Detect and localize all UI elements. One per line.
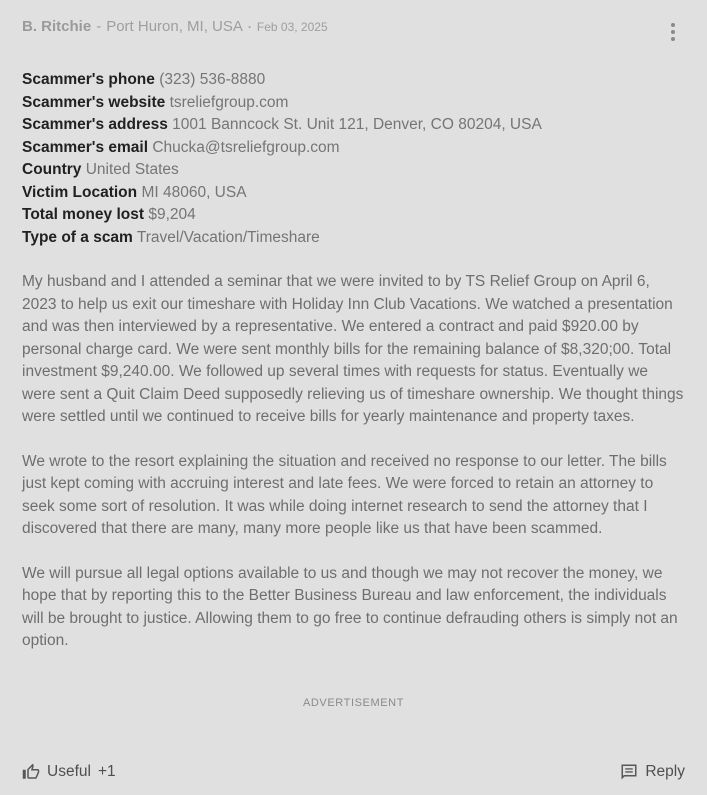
kebab-dot [671, 37, 675, 41]
detail-value: Travel/Vacation/Timeshare [136, 228, 320, 246]
detail-value: Chucka@tsreliefgroup.com [152, 138, 340, 156]
useful-count: +1 [97, 763, 116, 780]
detail-value: MI 48060, USA [141, 183, 247, 201]
report-body [22, 271, 685, 653]
detail-value: United States [85, 161, 179, 178]
kebab-dot [671, 23, 675, 27]
detail-row-scam-type [22, 227, 685, 250]
detail-row-scammer-email [22, 137, 685, 160]
author-location: Port Huron, MI, USA [106, 18, 243, 35]
detail-row-victim-location [22, 182, 685, 205]
detail-label: Scammer's website [22, 93, 166, 111]
useful-button[interactable] [22, 763, 116, 781]
detail-value: $9,204 [148, 206, 196, 223]
date-separator-dot: · [247, 20, 252, 34]
detail-row-scammer-address [22, 114, 685, 137]
reply-label: Reply [645, 763, 685, 780]
detail-row-total-money-lost [22, 204, 685, 227]
detail-value: 1001 Banncock St. Unit 121, Denver, CO 80204, USA [172, 116, 542, 133]
detail-value: tsreliefgroup.com [169, 93, 289, 111]
kebab-menu-icon[interactable] [665, 20, 681, 44]
report-header [22, 18, 685, 44]
useful-label: Useful [47, 763, 91, 780]
detail-label: Country [22, 161, 82, 178]
report-paragraph-3: We will pursue all legal options available to us and though we may not recover the money, we hope that by reporting this to the Better Business Bureau and law enforcement, the individuals will be brought to justice. Allowing them to go free to continue defrauding others is simply not an option. [22, 564, 678, 649]
detail-label: Scammer's email [22, 138, 149, 156]
detail-label: Type of a scam [22, 228, 133, 246]
detail-label: Scammer's address [22, 116, 168, 133]
author-location-separator: - [96, 18, 102, 35]
report-paragraph-2: We wrote to the resort explaining the situation and received no response to our letter. The bills just kept coming with accruing interest and late fees. We were forced to retain an attorney to seek some sort of resolution. It was while doing internet research to send the attorney that I discovered that there are many, many more people like us that have been scammed. [22, 452, 667, 537]
advertisement-label: ADVERTISEMENT [302, 696, 405, 709]
scam-details-list [22, 69, 685, 249]
detail-row-scammer-website [22, 92, 685, 115]
kebab-dot [671, 30, 675, 34]
reply-button[interactable] [620, 763, 685, 781]
report-date: Feb 03, 2025 [256, 20, 328, 34]
comment-icon [620, 763, 638, 781]
report-footer [22, 763, 685, 781]
report-paragraph-1: My husband and I attended a seminar that we were invited to by TS Relief Group on April 6, 2023 to help us exit our timeshare with Holiday Inn Club Vacations. We watched a presentation and was then interviewed by a representative. We entered a contract and paid $920.00 by personal charge card. We were sent monthly bills for the remaining balance of $8,320;00. Total investment $9,240.00. We followed up several times with requests for status. Eventually we were sent a Quit Claim Deed supposedly relieving us of timeshare ownership. We thought things were settled until we continued to receive bills for yearly maintenance and property taxes. [22, 273, 684, 425]
detail-value: (323) 536-8880 [159, 71, 266, 88]
detail-label: Total money lost [22, 206, 145, 223]
thumbs-up-icon [22, 763, 40, 781]
detail-row-scammer-phone [22, 69, 685, 92]
author-name: B. Ritchie [22, 18, 92, 35]
author-line [22, 18, 328, 35]
detail-label: Victim Location [22, 183, 138, 201]
detail-label: Scammer's phone [22, 71, 155, 88]
detail-row-country [22, 159, 685, 182]
